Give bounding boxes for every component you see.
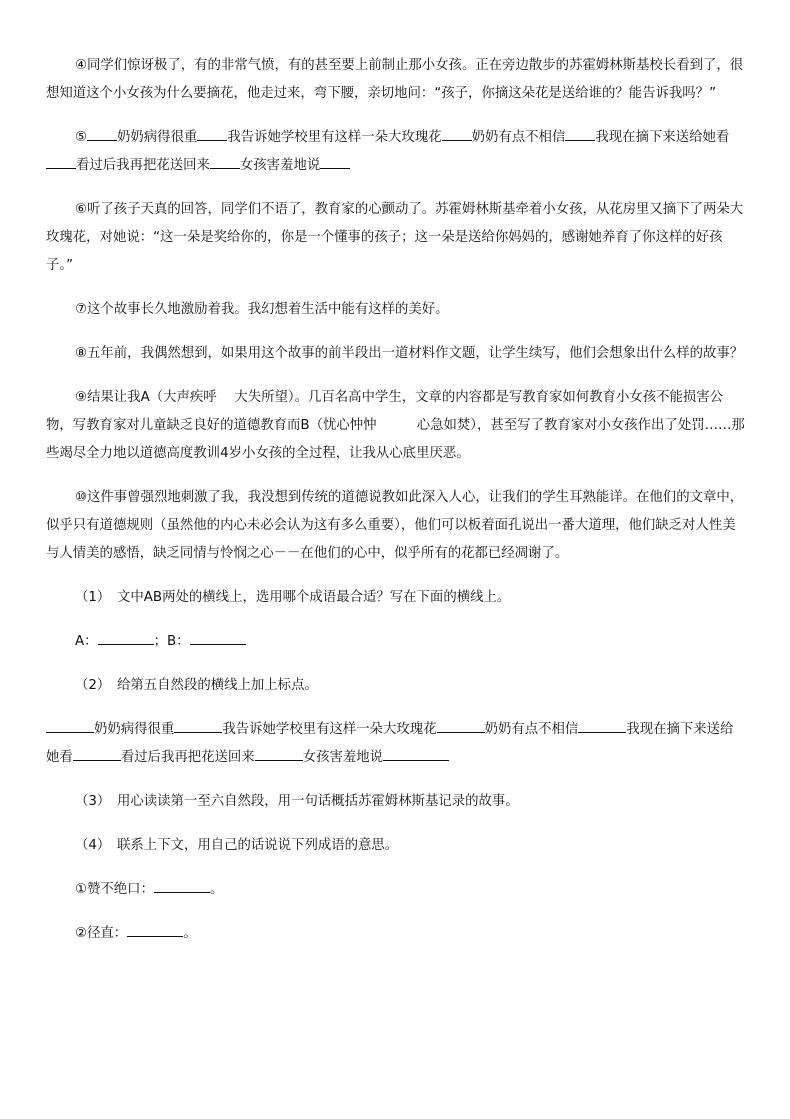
blank[interactable] xyxy=(320,155,350,169)
fill-text: 奶奶有点不相信 xyxy=(484,722,579,737)
p5-text: 看过后我再把花送回来 xyxy=(76,158,210,173)
answer-a-blank[interactable] xyxy=(98,631,154,645)
blank[interactable] xyxy=(46,719,94,733)
fill-text: 女孩害羞地说 xyxy=(302,750,384,765)
blank[interactable] xyxy=(255,747,303,761)
question-2: （2） 给第五自然段的横线上加上标点。 xyxy=(75,678,318,693)
question-2-fill xyxy=(46,716,746,772)
end-mark: 。 xyxy=(209,882,224,897)
answer-blank[interactable] xyxy=(127,923,183,937)
fill-text: 奶奶病得很重 xyxy=(94,722,175,737)
item-label: ①赞不绝口： xyxy=(75,882,154,897)
paragraph-5 xyxy=(46,124,746,180)
question-1: （1） 文中AB两处的横线上，选用哪个成语最合适？写在下面的横线上。 xyxy=(75,590,511,605)
fill-text: 看过后我再把花送回来 xyxy=(120,750,255,765)
paragraph-6: ⑥听了孩子天真的回答，同学们不语了，教育家的心颤动了。苏霍姆林斯基牵着小女孩，从花房里又摘下了两朵大玫瑰花，对她说：“这一朵是奖给你的，你是一个懂事的孩子；这一朵是送给你妈妈的，感谢她养育了你这样的好孩子。” xyxy=(46,202,744,273)
paragraph-9: ⑨结果让我A（大声疾呼 大失所望）。几百名高中学生，文章的内容都是写教育家如何教育小女孩不能损害公物，写教育家对儿童缺乏良好的道德教育而B（忧心忡忡 心急如焚），甚至写了教育家对小女孩作出了处罚……那些竭尽全力地以道德高度教训4岁小女孩的全过程，让我从心底里厌恶。 xyxy=(46,390,745,461)
paragraph-4: ④同学们惊讶极了，有的非常气愤，有的甚至要上前制止那小女孩。正在旁边散步的苏霍姆林斯基校长看到了，很想知道这个小女孩为什么要摘花，他走过来，弯下腰，亲切地问：“孩子，你摘这朵花是送给谁的？能告诉我吗？” xyxy=(46,58,744,101)
blank[interactable] xyxy=(442,127,472,141)
blank[interactable] xyxy=(73,747,121,761)
fill-text: 我现在摘下来送给她看 xyxy=(46,722,734,765)
end-mark: 。 xyxy=(183,926,197,941)
blank[interactable] xyxy=(174,719,222,733)
question-3: （3） 用心读读第一至六自然段，用一句话概括苏霍姆林斯基记录的故事。 xyxy=(75,794,519,809)
blank[interactable] xyxy=(578,719,626,733)
blank[interactable] xyxy=(87,127,117,141)
paragraph-10: ⑩这件事曾强烈地刺激了我，我没想到传统的道德说教如此深入人心，让我们的学生耳熟能详。在他们的文章中，似乎只有道德规则（虽然他的内心未必会认为这有多么重要），他们可以板着面孔说出一番大道理，他们缺乏对人性美与人情美的感悟，缺乏同情与怜悯之心－－在他们的心中，似乎所有的花都已经凋谢了。 xyxy=(46,490,744,561)
p5-number: ⑤ xyxy=(75,130,88,145)
blank[interactable] xyxy=(565,127,595,141)
answer-b-label: ；B： xyxy=(153,634,190,649)
answer-b-blank[interactable] xyxy=(190,631,246,645)
question-4: （4） 联系上下文，用自己的话说说下列成语的意思。 xyxy=(75,838,399,853)
item-label: ②径直： xyxy=(75,926,128,941)
question-4-item-1 xyxy=(46,876,746,904)
p5-text: 我告诉她学校里有这样一朵大玫瑰花 xyxy=(227,130,442,145)
question-4-item-2 xyxy=(46,920,746,948)
blank[interactable] xyxy=(197,127,227,141)
blank[interactable] xyxy=(437,719,485,733)
p5-text: 我现在摘下来送给她看 xyxy=(595,130,730,145)
paragraph-8: ⑧五年前，我偶然想到，如果用这个故事的前半段出一道材料作文题，让学生续写，他们会想象出什么样的故事？ xyxy=(75,346,744,361)
blank[interactable] xyxy=(210,155,240,169)
blank[interactable] xyxy=(383,747,449,761)
blank[interactable] xyxy=(46,155,76,169)
p5-text: 奶奶有点不相信 xyxy=(471,130,566,145)
answer-a-label: A： xyxy=(75,634,98,649)
answer-blank[interactable] xyxy=(154,879,210,893)
document-page xyxy=(46,52,746,964)
p5-text: 女孩害羞地说 xyxy=(239,158,321,173)
p5-text: 奶奶病得很重 xyxy=(117,130,198,145)
fill-text: 我告诉她学校里有这样一朵大玫瑰花 xyxy=(222,722,437,737)
paragraph-7: ⑦这个故事长久地激励着我。我幻想着生活中能有这样的美好。 xyxy=(75,302,449,317)
question-1-answer xyxy=(46,628,746,656)
